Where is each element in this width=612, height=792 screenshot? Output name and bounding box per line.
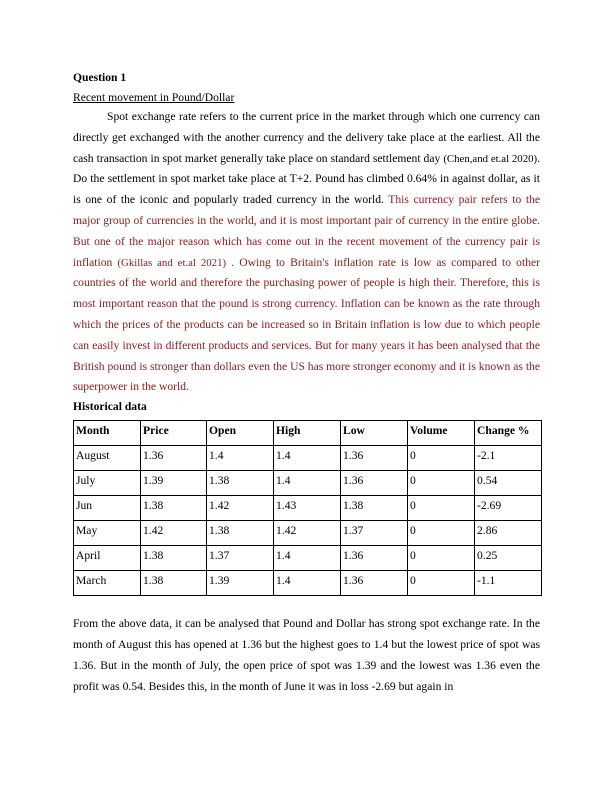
header-open: Open — [207, 421, 274, 446]
cell-month: April — [74, 546, 141, 571]
intro-highlight-2: . Owing to Britain's inflation rate is low as compared to other countries of the world and therefore the purchasing power of people is high their. Therefore, this is most important reason that the pound is strong currency. Inflation can be known as the rate through which the prices of the products can be increased so in Britain inflation is low due to which people can easily invest in different products and services. But for many years it has been analysed that the British pound is stronger than dollars even the US has more stronger economy and it is known as the superpower in the world. — [73, 255, 540, 394]
cell-change: 0.54 — [475, 471, 542, 496]
intro-text-2: . Do the settlement in spot market take place at T+2. Pound has climbed 0.64% in against dollar, as it is one of the iconic and popularly traded currency in the world. — [73, 151, 541, 207]
cell-change: 2.86 — [475, 521, 542, 546]
table-row — [74, 571, 542, 596]
cell-open: 1.42 — [207, 496, 274, 521]
cell-month: Jun — [74, 496, 141, 521]
cell-month: August — [74, 446, 141, 471]
cell-open: 1.39 — [207, 571, 274, 596]
table-row — [74, 546, 542, 571]
cell-high: 1.4 — [274, 446, 341, 471]
header-price: Price — [141, 421, 207, 446]
cell-open: 1.38 — [207, 471, 274, 496]
cell-high: 1.4 — [274, 571, 341, 596]
cell-volume: 0 — [408, 471, 475, 496]
cell-low: 1.36 — [341, 571, 408, 596]
cell-open: 1.38 — [207, 521, 274, 546]
question-title: Question 1 — [73, 71, 127, 84]
cell-volume: 0 — [408, 496, 475, 521]
table-row — [74, 471, 542, 496]
citation-gkillas: (Gkillas and et.al 2021) — [117, 256, 227, 269]
cell-month: July — [74, 471, 141, 496]
cell-volume: 0 — [408, 521, 475, 546]
cell-change: -2.69 — [475, 496, 542, 521]
header-month: Month — [74, 421, 141, 446]
cell-volume: 0 — [408, 546, 475, 571]
table-header-row — [74, 421, 542, 446]
cell-low: 1.36 — [341, 471, 408, 496]
citation-chen: (Chen,and et.al 2020) — [443, 152, 538, 165]
document-page — [73, 69, 540, 697]
intro-paragraph — [73, 107, 540, 398]
cell-high: 1.4 — [274, 471, 341, 496]
table-row — [74, 446, 542, 471]
header-volume: Volume — [408, 421, 475, 446]
cell-volume: 0 — [408, 571, 475, 596]
cell-low: 1.37 — [341, 521, 408, 546]
cell-high: 1.43 — [274, 496, 341, 521]
cell-open: 1.37 — [207, 546, 274, 571]
cell-high: 1.42 — [274, 521, 341, 546]
cell-low: 1.36 — [341, 546, 408, 571]
table-row — [74, 496, 542, 521]
historical-data-title: Historical data — [73, 400, 147, 414]
historical-data-table — [73, 420, 542, 596]
cell-price: 1.36 — [141, 446, 207, 471]
intro-highlight-1: This currency pair refers to the major group of currencies in the world, and it is most important pair of currency in the entire globe. But one of the major reason which has come out in the recent movement of the currency pair is inflation — [73, 193, 540, 269]
header-low: Low — [341, 421, 408, 446]
cell-change: -1.1 — [475, 571, 542, 596]
intro-text-1: Spot exchange rate refers to the current price in the market through which one currency can directly get exchanged with the another currency and the delivery take place at the earliest. All the cash transaction in spot market generally take place on standard settlement day — [73, 110, 540, 165]
cell-open: 1.4 — [207, 446, 274, 471]
cell-price: 1.38 — [141, 571, 207, 596]
cell-price: 1.42 — [141, 521, 207, 546]
section-title: Recent movement in Pound/Dollar — [73, 91, 235, 104]
header-high: High — [274, 421, 341, 446]
cell-month: May — [74, 521, 141, 546]
cell-change: -2.1 — [475, 446, 542, 471]
cell-volume: 0 — [408, 446, 475, 471]
cell-month: March — [74, 571, 141, 596]
cell-low: 1.36 — [341, 446, 408, 471]
analysis-paragraph: From the above data, it can be analysed that Pound and Dollar has strong spot exchange rate. In the month of August this has opened at 1.36 but the highest goes to 1.4 but the lowest price of spot was 1.36. But in the month of July, the open price of spot was 1.39 and the lowest was 1.36 even the profit was 0.54. Besides this, in the month of June it was in loss -2.69 but again in — [73, 617, 540, 693]
header-change: Change % — [475, 421, 542, 446]
cell-change: 0.25 — [475, 546, 542, 571]
cell-low: 1.38 — [341, 496, 408, 521]
table-row — [74, 521, 542, 546]
cell-price: 1.39 — [141, 471, 207, 496]
cell-high: 1.4 — [274, 546, 341, 571]
cell-price: 1.38 — [141, 546, 207, 571]
cell-price: 1.38 — [141, 496, 207, 521]
